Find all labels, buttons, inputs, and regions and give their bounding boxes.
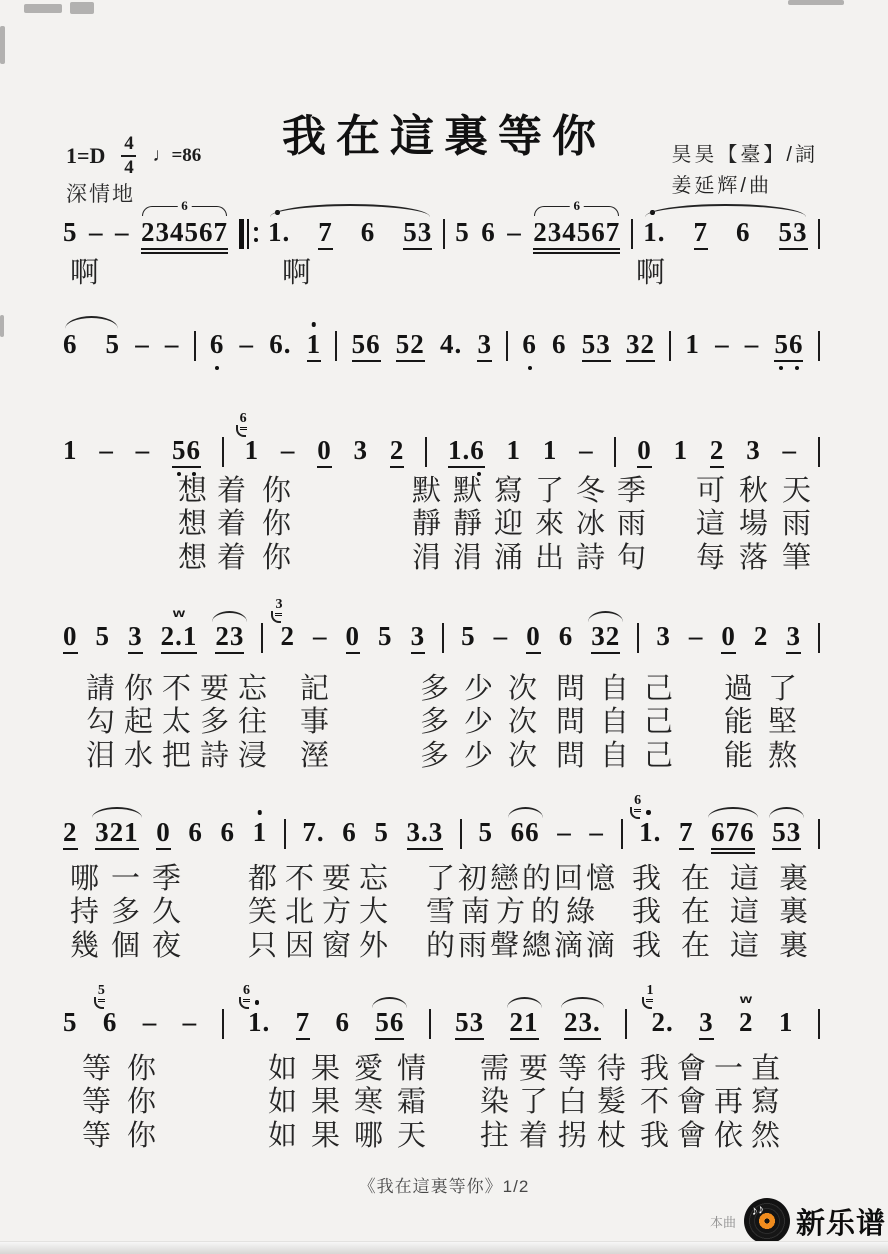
note: – xyxy=(507,217,522,247)
grace-hook xyxy=(642,997,652,1009)
slur-arc xyxy=(372,997,407,1008)
note: – xyxy=(557,817,572,847)
note: 0 xyxy=(62,623,79,650)
note: – xyxy=(99,435,114,465)
notation-line xyxy=(62,793,820,847)
lyric: 能熬 xyxy=(724,740,813,772)
slur-arc xyxy=(561,997,604,1008)
note: – xyxy=(589,817,604,847)
lyric: 幾個夜 xyxy=(70,930,194,962)
lyric: 請你不要忘 xyxy=(86,673,277,705)
slur-group xyxy=(642,219,808,246)
note: 2 xyxy=(753,621,769,651)
slur-arc xyxy=(769,807,804,818)
note: 23 xyxy=(214,623,245,650)
lyric: 只因窗外 xyxy=(248,930,397,962)
slur-group xyxy=(62,331,121,358)
lyric-row xyxy=(0,733,888,772)
beam-line xyxy=(215,652,244,654)
key-signature: 1=D xyxy=(66,142,106,168)
octave-dot-low xyxy=(521,366,538,370)
note: 6 xyxy=(736,217,751,247)
beam-line xyxy=(455,1038,484,1040)
note: – xyxy=(493,621,509,651)
grace-note: 6 xyxy=(240,412,247,430)
lyric-row xyxy=(0,923,888,962)
beam-line xyxy=(411,652,426,654)
note: – xyxy=(312,621,328,651)
beam-line xyxy=(63,652,78,654)
lyric-row xyxy=(0,889,888,928)
lyric-row xyxy=(0,1113,888,1152)
note: 6 xyxy=(188,817,203,847)
beam-line xyxy=(582,360,611,362)
note: 1. 6 xyxy=(247,1009,271,1036)
note: 5 xyxy=(105,329,120,359)
grace-hook xyxy=(271,611,281,623)
note: 7. xyxy=(302,817,325,847)
beam-line xyxy=(396,360,425,362)
note: 3 xyxy=(698,1009,715,1036)
lyric: 這場雨 xyxy=(696,508,826,540)
note: 7 xyxy=(295,1009,312,1036)
beam-line xyxy=(786,652,801,654)
note: 0 xyxy=(345,623,362,650)
note: 3 xyxy=(410,623,427,650)
note: – xyxy=(280,435,296,465)
scan-artifact xyxy=(70,2,94,14)
barline xyxy=(818,437,820,467)
note: 1 xyxy=(542,435,558,465)
grace-hook xyxy=(236,425,246,437)
barline xyxy=(818,819,820,849)
lyric: 默默寫了冬季 xyxy=(412,475,659,507)
note: 32 xyxy=(590,623,621,650)
note: 53 xyxy=(771,819,802,846)
note: – xyxy=(579,435,594,465)
note: 5 xyxy=(95,621,111,651)
slur-arc xyxy=(507,997,542,1008)
lyric: 涓涓涌出詩句 xyxy=(412,542,659,574)
note: 5 xyxy=(378,621,393,651)
note: 6. xyxy=(269,329,292,359)
note: 1 xyxy=(778,1007,794,1037)
lyric: 我會依然 xyxy=(640,1120,789,1152)
note: – xyxy=(135,435,151,465)
lyric: 我在這裏 xyxy=(632,863,829,895)
lyric: 多少次 xyxy=(420,740,553,772)
note: 2 xyxy=(62,819,79,846)
lyric-row xyxy=(0,250,888,289)
note: – xyxy=(182,1007,198,1037)
scan-artifact xyxy=(0,26,5,64)
lyric: 笑北方大 xyxy=(248,896,397,928)
barline xyxy=(335,331,337,361)
note: 53 xyxy=(778,219,809,246)
note: 23. xyxy=(563,1009,602,1036)
grace-note: 6 xyxy=(243,984,250,1002)
note: 5 xyxy=(461,621,476,651)
note: 66 xyxy=(510,819,541,846)
note: 6 xyxy=(335,1007,350,1037)
beam-line xyxy=(156,848,171,850)
notation-line xyxy=(62,597,820,651)
note: 2 xyxy=(709,437,726,464)
grace-note: 6 xyxy=(634,794,641,812)
time-signature-bottom: 4 xyxy=(124,156,134,178)
lyric: 勾起太多往 xyxy=(86,706,277,738)
note: – xyxy=(115,217,130,247)
lyric: 每落筆 xyxy=(696,542,826,574)
beam-line xyxy=(591,652,620,654)
note: – xyxy=(744,329,760,359)
lyric: 多少次 xyxy=(420,706,553,738)
note: 1 xyxy=(252,819,269,846)
barline xyxy=(621,819,623,849)
note: 4. xyxy=(439,329,463,359)
grace-note: 3 xyxy=(275,598,282,616)
lyricist-credit: 昊昊【臺】/詞 xyxy=(671,144,818,166)
note: 0 xyxy=(720,623,737,650)
lyric: 想着 xyxy=(178,475,257,507)
note: 52 xyxy=(395,331,426,358)
note: 0 xyxy=(636,437,653,464)
note: – xyxy=(164,329,180,359)
note: 1 6 xyxy=(244,437,261,464)
lyric-row xyxy=(0,666,888,705)
lyric: 能堅 xyxy=(724,706,813,738)
note: 6 xyxy=(63,329,78,359)
music-notes-icon: ♪♪ xyxy=(749,1200,766,1219)
beam-line xyxy=(564,1038,601,1040)
mordent-icon: w xyxy=(172,606,186,620)
note: 32 xyxy=(625,331,656,358)
notation-line xyxy=(62,318,820,358)
beam-line xyxy=(346,652,361,654)
lyric: 如果哪天 xyxy=(268,1120,441,1152)
lyric: 你 xyxy=(262,542,292,574)
tuplet-number: 6 xyxy=(570,199,585,212)
barline xyxy=(669,331,671,361)
lyric: 啊 xyxy=(282,257,312,289)
slur-arc xyxy=(588,611,623,622)
beam-line xyxy=(721,652,736,654)
tuplet-number: 6 xyxy=(177,199,192,212)
lyric: 雪南方的綠 xyxy=(426,896,602,928)
note: – xyxy=(782,435,797,465)
beam-line xyxy=(679,848,694,850)
lyric-row xyxy=(0,1079,888,1118)
lyric: 靜靜迎來冰雨 xyxy=(412,508,659,540)
barline xyxy=(443,219,445,249)
lyric: 啊 xyxy=(70,257,100,289)
note: 1 xyxy=(673,435,689,465)
slur-arc xyxy=(708,807,758,818)
slur-group xyxy=(267,219,433,246)
grace-note: 5 xyxy=(98,984,105,1002)
note: 1 xyxy=(63,435,78,465)
barline xyxy=(429,1009,431,1039)
note: – xyxy=(142,1007,158,1037)
repeat-sign xyxy=(239,219,258,249)
barline xyxy=(284,819,286,849)
composer-credit: 姜延辉/曲 xyxy=(671,175,772,197)
lyric: 可秋天 xyxy=(696,475,826,507)
grace-note: 1 xyxy=(646,984,653,1002)
note: – xyxy=(89,217,104,247)
barline xyxy=(631,219,633,249)
lyric: 過了 xyxy=(724,673,813,705)
barline xyxy=(506,331,508,361)
beam-line xyxy=(128,652,143,654)
beam-line xyxy=(307,360,322,362)
lyric: 了初戀的回憶 xyxy=(426,863,619,895)
note: 6 xyxy=(558,621,574,651)
lyric-row xyxy=(0,1046,888,1085)
page-bottom-edge xyxy=(0,1241,888,1254)
octave-dot-high xyxy=(312,322,317,327)
lyric: 不會再寫 xyxy=(640,1086,789,1118)
time-signature-top: 4 xyxy=(124,133,134,154)
scan-artifact xyxy=(0,315,4,337)
note: 3 xyxy=(127,623,144,650)
lyric: 我在這裏 xyxy=(632,896,829,928)
note: – xyxy=(715,329,730,359)
note: – xyxy=(688,621,704,651)
tempo-marking: ♩=86 xyxy=(152,144,202,166)
notation-line xyxy=(62,411,820,465)
grace-hook xyxy=(94,997,104,1009)
key-row xyxy=(66,134,201,178)
note: 5 xyxy=(63,1007,78,1037)
note: 1 xyxy=(685,329,700,359)
lyric: 你 xyxy=(262,508,292,540)
note: 1.6 xyxy=(447,437,486,464)
note: 53 xyxy=(402,219,433,246)
slur-arc xyxy=(645,204,805,217)
lyric: 哪一季 xyxy=(70,863,194,895)
lyric: 你 xyxy=(262,475,292,507)
lyric: 事 xyxy=(300,706,330,738)
lyric: 如果愛情 xyxy=(268,1053,441,1085)
barline xyxy=(442,623,444,653)
brand-name: 新乐谱 xyxy=(795,1207,886,1240)
note: 21 xyxy=(509,1009,540,1036)
note: 56 xyxy=(351,331,382,358)
slur-arc xyxy=(508,807,543,818)
page-footer-label: 《我在這裏等你》1/2 xyxy=(358,1177,530,1196)
note: – xyxy=(239,329,255,359)
note: 0 xyxy=(155,819,172,846)
note: 53 xyxy=(454,1009,485,1036)
beam-line xyxy=(699,1038,714,1040)
beam-line xyxy=(407,848,444,850)
beam-line xyxy=(63,848,78,850)
vinyl-record-icon xyxy=(744,1198,790,1244)
lyric-row xyxy=(0,501,888,540)
octave-dot-high xyxy=(646,810,651,815)
lyric: 溼 xyxy=(300,740,330,772)
octave-dot-high xyxy=(258,810,263,815)
grace-hook xyxy=(239,997,249,1009)
lyric: 問自己 xyxy=(556,706,689,738)
note: 6 xyxy=(360,217,376,247)
note: 2. 1 xyxy=(650,1009,674,1036)
note: 1 xyxy=(506,435,521,465)
barline xyxy=(818,1009,820,1039)
note: 234567 6 xyxy=(140,219,229,246)
lyric: 問自己 xyxy=(556,673,689,705)
note: 2.1 w xyxy=(160,623,199,650)
barline xyxy=(194,331,196,361)
slur-arc xyxy=(65,316,118,329)
note: 6 xyxy=(552,329,567,359)
barline xyxy=(460,819,462,849)
barline xyxy=(222,437,224,467)
barline xyxy=(625,1009,627,1039)
note: 3 xyxy=(656,621,671,651)
note: 5 xyxy=(478,817,493,847)
beam-line xyxy=(711,852,755,854)
beam-line xyxy=(526,652,541,654)
beam-line xyxy=(352,360,381,362)
barline xyxy=(637,623,639,653)
note: 2 3 xyxy=(279,623,296,650)
beam-line xyxy=(711,848,755,850)
octave-dot-high xyxy=(255,1000,260,1005)
lyric-row xyxy=(0,535,888,574)
octave-dot-low xyxy=(209,366,226,370)
slur-arc xyxy=(212,611,247,622)
scan-artifact xyxy=(788,0,844,5)
lyric: 持多久 xyxy=(70,896,194,928)
lyric: 染了白髮 xyxy=(480,1086,637,1118)
note: 5 xyxy=(455,217,470,247)
lyric: 記 xyxy=(300,673,330,705)
brand-watermark xyxy=(710,1198,886,1244)
lyric: 拄着拐杖 xyxy=(480,1120,637,1152)
note: 6 xyxy=(481,217,496,247)
notation-line xyxy=(62,198,820,247)
note: 6 xyxy=(342,817,357,847)
note: 56 xyxy=(171,437,202,464)
note: 3.3 xyxy=(406,819,445,846)
lyric: 想着 xyxy=(178,508,257,540)
lyric: 泪水把詩浸 xyxy=(86,740,277,772)
note: 53 xyxy=(581,331,612,358)
note: 1. xyxy=(267,219,291,246)
scan-artifact xyxy=(24,4,62,13)
barline xyxy=(261,623,263,653)
lyric: 都不要忘 xyxy=(248,863,397,895)
slur-arc xyxy=(92,807,142,818)
note: 3 xyxy=(746,435,761,465)
note: 6 5 xyxy=(102,1009,119,1036)
beam-line xyxy=(296,1038,311,1040)
beam-line xyxy=(375,1038,404,1040)
note: 7 xyxy=(317,219,334,246)
note: 676 xyxy=(710,819,756,846)
grace-hook xyxy=(630,807,640,819)
credits xyxy=(671,140,818,202)
barline xyxy=(818,331,820,361)
expression-marking: 深情地 xyxy=(66,183,135,206)
lyric: 我會一直 xyxy=(640,1053,789,1085)
beam-line xyxy=(161,652,198,654)
lyric-row xyxy=(0,699,888,738)
note: 234567 6 xyxy=(532,219,621,246)
beam-line xyxy=(95,848,139,850)
lyric: 問自己 xyxy=(556,740,689,772)
note: 6 xyxy=(209,331,226,358)
note: 5 xyxy=(374,817,389,847)
time-signature xyxy=(121,134,136,178)
lyric: 的雨聲總滴滴 xyxy=(426,930,619,962)
note: 56 xyxy=(773,331,804,358)
beam-line xyxy=(510,1038,539,1040)
beam-line xyxy=(626,360,655,362)
beam-line xyxy=(477,360,492,362)
note: 0 xyxy=(525,623,542,650)
note: 2 xyxy=(389,437,406,464)
barline xyxy=(818,219,820,249)
note: 2 w xyxy=(739,992,754,1037)
lyric: 等你 xyxy=(82,1053,173,1085)
note: 6 xyxy=(220,817,235,847)
note: 0 xyxy=(316,437,333,464)
lyric: 多少次 xyxy=(420,673,553,705)
note: 3 xyxy=(785,623,802,650)
barline xyxy=(222,1009,224,1039)
lyric: 需要等待 xyxy=(480,1053,637,1085)
barline xyxy=(818,623,820,653)
barline xyxy=(425,437,427,467)
notation-line xyxy=(62,983,820,1037)
note: 1. xyxy=(642,219,666,246)
lyric-row xyxy=(0,468,888,507)
note: 3 xyxy=(476,331,493,358)
note: – xyxy=(135,329,150,359)
lyric: 啊 xyxy=(636,257,666,289)
note: 3 xyxy=(353,435,368,465)
barline xyxy=(614,437,616,467)
slur-arc xyxy=(270,204,430,217)
note: 1 xyxy=(306,331,323,358)
brand-prefix-text: 本曲 xyxy=(709,1214,736,1230)
beam-line xyxy=(774,360,803,362)
note: 1. 6 xyxy=(638,819,662,846)
song-title: 我在這裏等你 xyxy=(282,112,606,161)
note: 56 xyxy=(374,1009,405,1036)
lyric: 想着 xyxy=(178,542,257,574)
lyric: 如果寒霜 xyxy=(268,1086,441,1118)
lyric-row xyxy=(0,856,888,895)
octave-dot-low xyxy=(773,366,804,370)
note: 7 xyxy=(678,819,695,846)
note: 6 xyxy=(521,331,538,358)
lyric: 我在這裏 xyxy=(632,930,829,962)
lyric: 等你 xyxy=(82,1086,173,1118)
note: 5 xyxy=(63,217,78,247)
lyric: 等你 xyxy=(82,1120,173,1152)
note: 321 xyxy=(94,819,140,846)
mordent-icon: w xyxy=(740,992,753,1006)
note: 7 xyxy=(693,219,710,246)
beam-line xyxy=(772,848,801,850)
